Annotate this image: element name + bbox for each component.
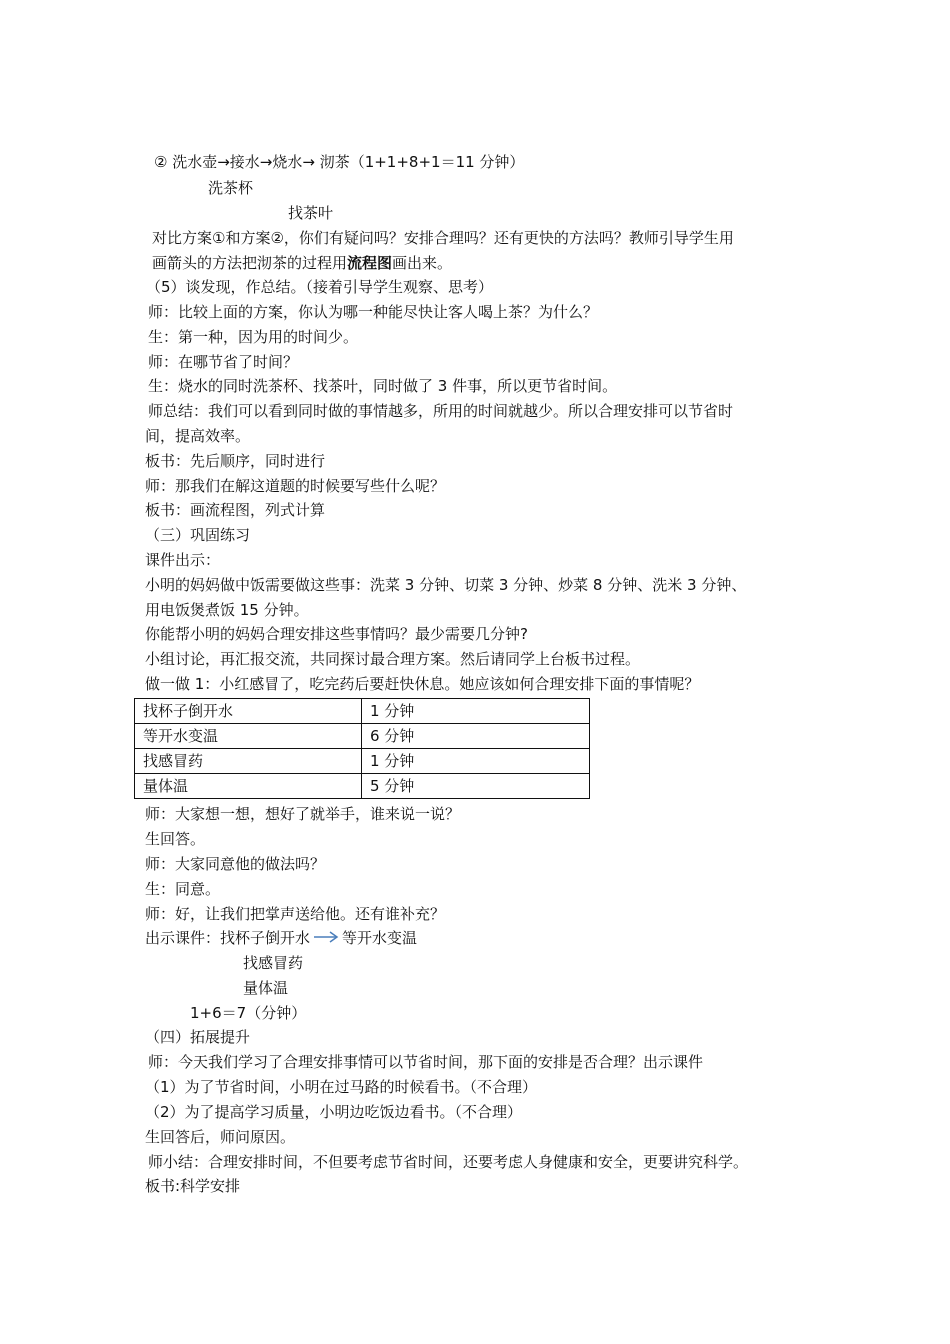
flow-step-cool: 等开水变温	[342, 929, 418, 947]
summary-line-1: 师总结：我们可以看到同时做的事情越多，所用的时间就越少。所以合理安排可以节省时	[148, 402, 734, 420]
table-cell-time: 6 分钟	[362, 724, 590, 749]
table-cell-task: 找杯子倒开水	[135, 699, 362, 724]
exercise-1-prompt: 做一做 1：小红感冒了，吃完药后要赶快休息。她应该如何合理安排下面的事情呢？	[145, 675, 700, 693]
teacher-line-1: 师：比较上面的方案，你认为哪一种能尽快让客人喝上茶？为什么？	[148, 303, 599, 321]
student-line-1: 生：第一种，因为用的时间少。	[148, 328, 359, 346]
summary-line-2: 间，提高效率。	[145, 427, 251, 445]
table-row	[135, 749, 590, 774]
courseware-label: 课件出示：	[145, 551, 221, 569]
mom-question: 你能帮小明的妈妈合理安排这些事情吗？最少需要几分钟?	[145, 625, 528, 643]
table-row	[135, 699, 590, 724]
flowchart-term: 流程图	[347, 254, 393, 272]
table-cell-time: 1 分钟	[362, 749, 590, 774]
table-cell-task: 量体温	[135, 774, 362, 799]
compare-line-1: 对比方案①和方案②，你们有疑问吗？安排合理吗？还有更快的方法吗？教师引导学生用	[152, 229, 734, 247]
compare-line-2	[152, 253, 452, 273]
mom-task-line-1: 小明的妈妈做中饭需要做这些事：洗菜 3 分钟、切菜 3 分钟、炒菜 8 分钟、洗米 3 分钟、	[145, 576, 747, 594]
group-discussion: 小组讨论，再汇报交流，共同探讨最合理方案。然后请同学上台板书过程。	[145, 650, 641, 668]
board-note-3: 板书:科学安排	[145, 1177, 241, 1195]
table-cell-task: 找感冒药	[135, 749, 362, 774]
table-cell-task: 等开水变温	[135, 724, 362, 749]
arrow-right-icon	[312, 930, 340, 944]
flow-step-medicine: 找感冒药	[243, 954, 304, 972]
courseware-flow-line	[145, 928, 417, 948]
plan2-main-line: ② 洗水壶→接水→烧水→ 沏茶（1+1+8+1＝11 分钟）	[154, 153, 525, 171]
student-line-4: 生：同意。	[145, 880, 221, 898]
section-4-heading: （四）拓展提升	[145, 1028, 251, 1046]
table-row	[135, 774, 590, 799]
section-3-heading: （三）巩固练习	[145, 526, 251, 544]
question-2: （2）为了提高学习质量，小明边吃饭边看书。（不合理）	[145, 1103, 523, 1121]
teacher-line-4: 师：大家想一想，想好了就举手，谁来说一说？	[145, 805, 461, 823]
task-time-table	[134, 698, 590, 799]
teacher-line-7: 师：今天我们学习了合理安排事情可以节省时间，那下面的安排是否合理？出示课件	[148, 1053, 704, 1071]
table-cell-time: 1 分钟	[362, 699, 590, 724]
plan2-branch-cups: 洗茶杯	[208, 179, 254, 197]
calculation: 1+6＝7（分钟）	[190, 1004, 307, 1022]
student-line-3: 生回答。	[145, 830, 206, 848]
student-line-2: 生：烧水的同时洗茶杯、找茶叶，同时做了 3 件事，所以更节省时间。	[148, 377, 618, 395]
flow-step-cup: 出示课件：找杯子倒开水	[145, 929, 311, 947]
compare-text-c: 画出来。	[392, 254, 453, 272]
teacher-line-6: 师：好，让我们把掌声送给他。还有谁补充？	[145, 905, 446, 923]
mom-task-line-2: 用电饭煲煮饭 15 分钟。	[145, 601, 309, 619]
board-note-1: 板书：先后顺序，同时进行	[145, 452, 326, 470]
question-1: （1）为了节省时间，小明在过马路的时候看书。（不合理）	[145, 1078, 538, 1096]
teacher-line-2: 师：在哪节省了时间？	[148, 353, 299, 371]
table-row	[135, 724, 590, 749]
board-note-2: 板书：画流程图，列式计算	[145, 501, 326, 519]
table-cell-time: 5 分钟	[362, 774, 590, 799]
final-summary: 师小结：合理安排时间，不但要考虑节省时间，还要考虑人身健康和安全，更要讲究科学。	[148, 1153, 749, 1171]
student-line-5: 生回答后，师问原因。	[145, 1128, 296, 1146]
compare-text-a: 画箭头的方法把沏茶的过程用	[152, 254, 348, 272]
teacher-line-3: 师：那我们在解这道题的时候要写些什么呢？	[145, 477, 446, 495]
plan2-branch-tea: 找茶叶	[288, 204, 334, 222]
teacher-line-5: 师：大家同意他的做法吗？	[145, 855, 326, 873]
step5-heading: （5）谈发现，作总结。（接着引导学生观察、思考）	[146, 278, 494, 296]
flow-step-temperature: 量体温	[243, 979, 289, 997]
